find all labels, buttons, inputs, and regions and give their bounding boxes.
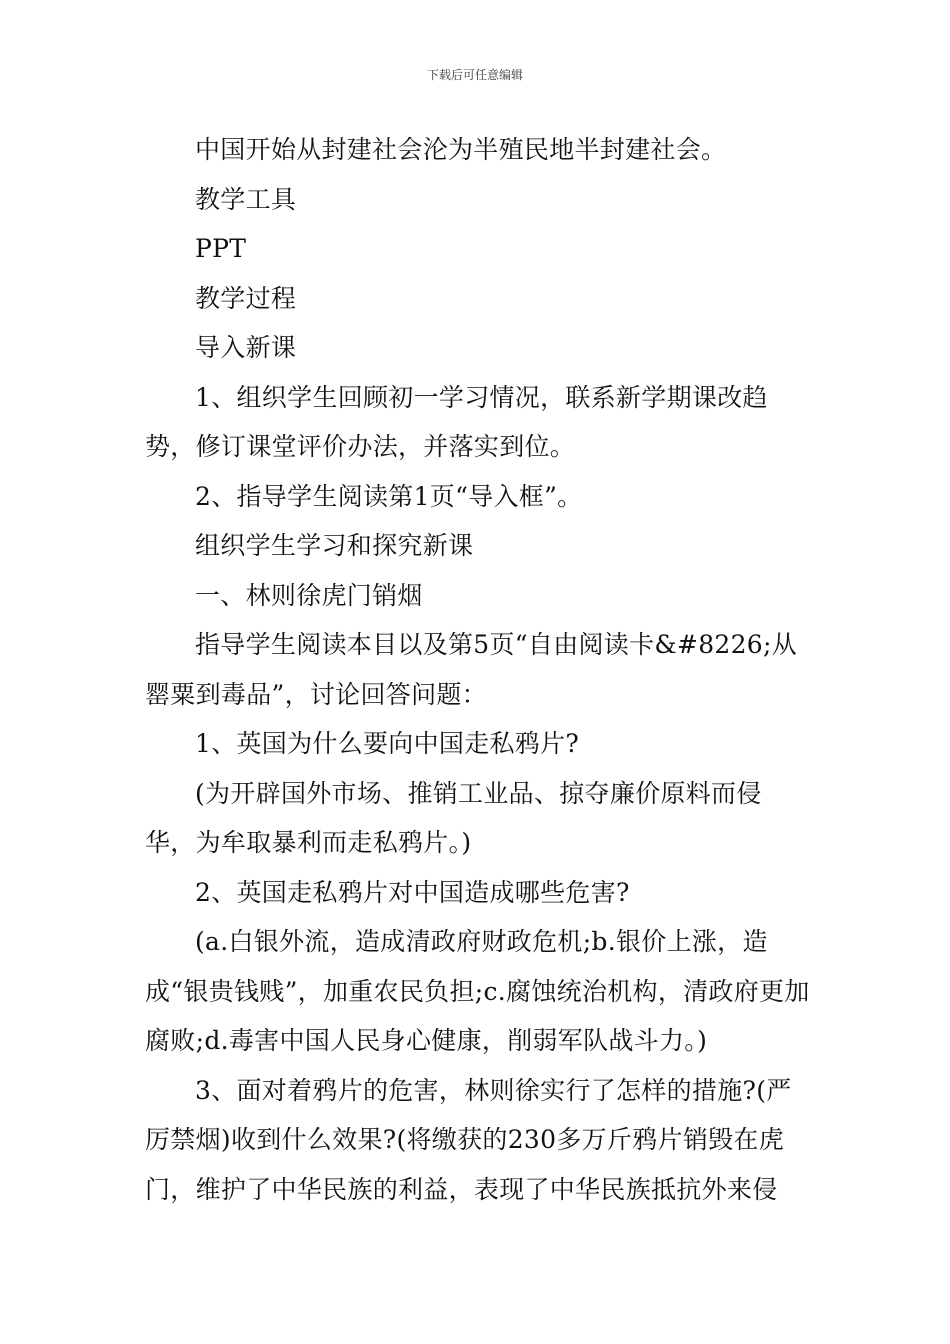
- heading-section-1: 一、林则徐虎门销烟: [195, 580, 423, 610]
- paragraph-step-1: 1、组织学生回顾初一学习情况，联系新学期课改趋势，修订课堂评价办法，并落实到位。: [145, 382, 768, 461]
- question-2: 2、英国走私鸦片对中国造成哪些危害?: [195, 877, 630, 907]
- question-3: 3、面对着鸦片的危害，林则徐实行了怎样的措施?(严厉禁烟)收到什么效果?(将缴获的230多万斤鸦片销毁在虎门，维护了中华民族的利益，表现了中华民族抵抗外来侵: [145, 1075, 792, 1204]
- page-header-note: 下载后可任意编辑: [426, 68, 523, 82]
- heading-intro-lesson: 导入新课: [195, 333, 297, 362]
- paragraph-step-2: 2、指导学生阅读第1页“导入框”。: [195, 481, 583, 511]
- paragraph-ppt: PPT: [195, 234, 247, 263]
- heading-teaching-process: 教学过程: [195, 283, 297, 313]
- heading-teaching-tools: 教学工具: [195, 184, 297, 214]
- answer-2: (a.白银外流，造成清政府财政危机;b.银价上涨，造成“银贵钱贱”，加重农民负担;c.腐蚀统治机构，清政府更加腐败;d.毒害中国人民身心健康，削弱军队战斗力。): [145, 927, 810, 1055]
- paragraph-intro: 中国开始从封建社会沦为半殖民地半封建社会。: [195, 135, 727, 164]
- answer-1: (为开辟国外市场、推销工业品、掠夺廉价原料而侵华，为牟取暴利而走私鸦片。): [145, 778, 762, 857]
- heading-new-lesson: 组织学生学习和探究新课: [195, 531, 474, 560]
- paragraph-reading-guide: 指导学生阅读本目以及第5页“自由阅读卡&#8226;从罂粟到毒品”，讨论回答问题：: [145, 630, 798, 709]
- document-body: [145, 125, 810, 1214]
- question-1: 1、英国为什么要向中国走私鸦片?: [195, 729, 580, 758]
